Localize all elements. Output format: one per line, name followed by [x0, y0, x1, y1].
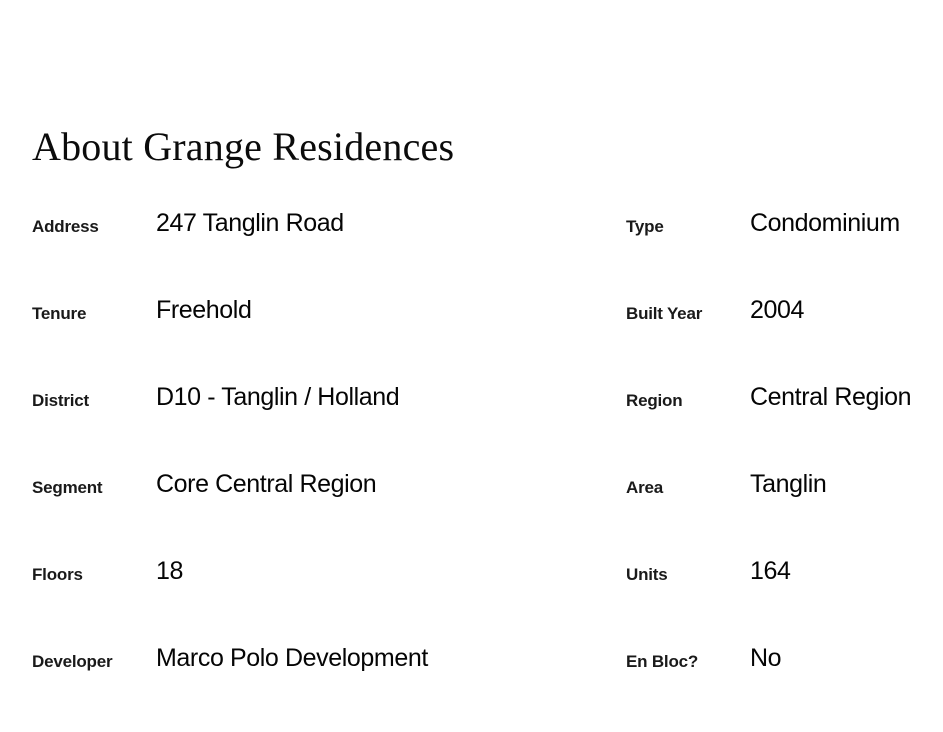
fact-label-area: Area: [626, 478, 664, 497]
fact-value-en-bloc: No: [750, 644, 782, 672]
fact-value-address: 247 Tanglin Road: [156, 209, 344, 237]
fact-value-region: Central Region: [750, 383, 912, 411]
fact-value-units: 164: [750, 557, 791, 585]
property-facts-grid: [32, 210, 922, 732]
fact-value-built-year: 2004: [750, 296, 805, 324]
fact-label-floors: Floors: [32, 565, 83, 584]
fact-label-en-bloc: En Bloc?: [626, 652, 699, 671]
fact-value-type: Condominium: [750, 209, 900, 237]
fact-label-region: Region: [626, 391, 683, 410]
fact-label-built-year: Built Year: [626, 304, 703, 323]
fact-value-developer: Marco Polo Development: [156, 644, 428, 672]
fact-label-segment: Segment: [32, 478, 103, 497]
fact-label-tenure: Tenure: [32, 304, 87, 323]
fact-label-district: District: [32, 391, 89, 410]
page-title: About Grange Residences: [32, 123, 455, 169]
fact-label-units: Units: [626, 565, 668, 584]
fact-value-tenure: Freehold: [156, 296, 252, 324]
fact-label-address: Address: [32, 217, 99, 236]
fact-value-segment: Core Central Region: [156, 470, 377, 498]
fact-value-floors: 18: [156, 557, 184, 585]
fact-value-district: D10 - Tanglin / Holland: [156, 383, 400, 411]
fact-label-type: Type: [626, 217, 664, 236]
fact-label-developer: Developer: [32, 652, 113, 671]
fact-value-area: Tanglin: [750, 470, 827, 498]
